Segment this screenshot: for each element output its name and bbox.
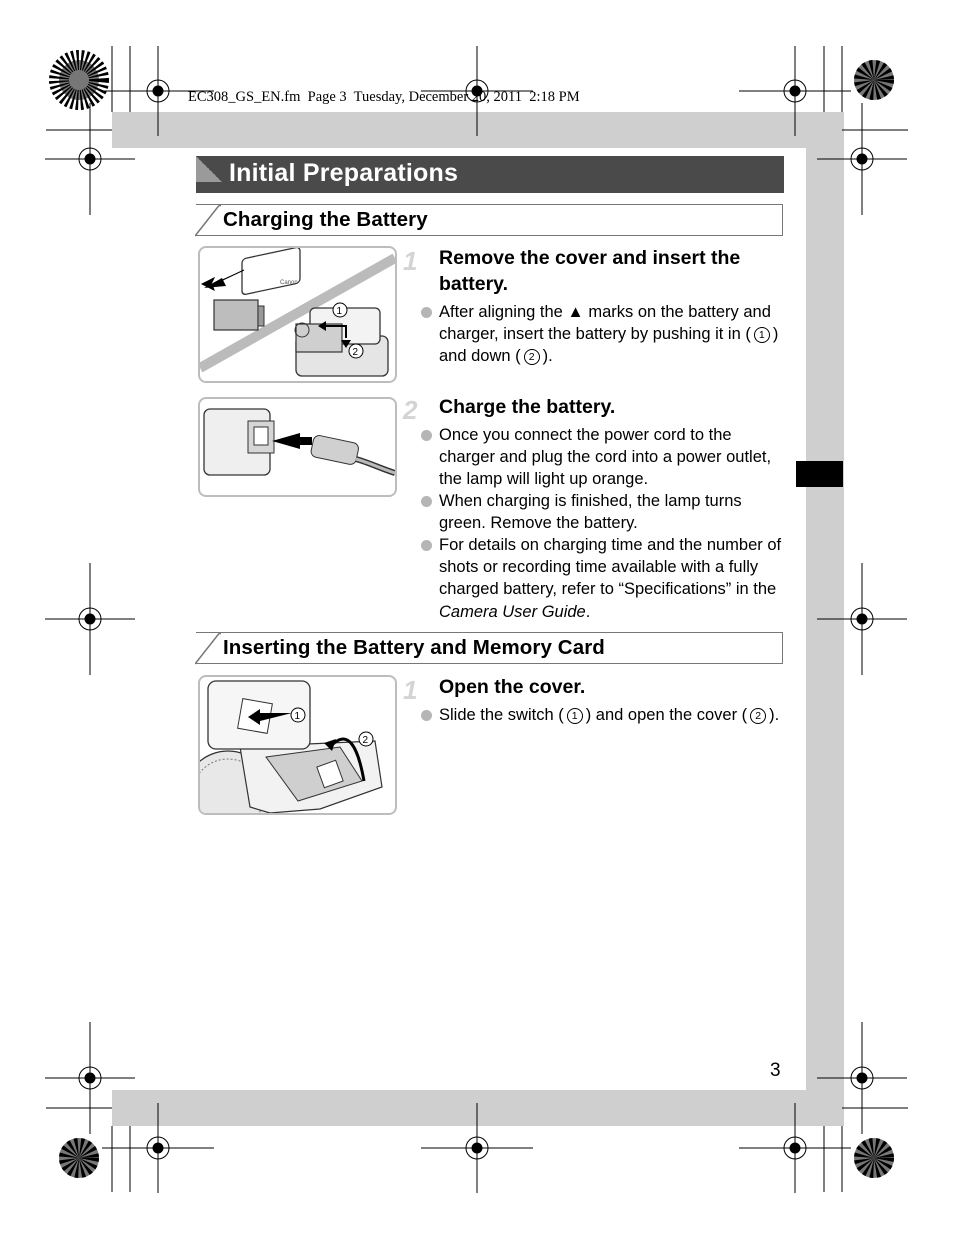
step-number: 1 xyxy=(403,246,418,276)
step-title: Remove the cover and insert the battery. xyxy=(439,247,741,295)
bullet-text: When charging is finished, the lamp turns green. Remove the battery. xyxy=(439,492,742,533)
bullet-dot-icon xyxy=(421,540,432,551)
step-number: 1 xyxy=(403,675,418,705)
bullet-text: For details on charging time and the number of shots or recording time available with a fully charged battery, refer to “Specifications” in the xyxy=(439,536,782,599)
step-number: 2 xyxy=(403,395,418,425)
bullet-text: ) and down ( xyxy=(439,325,779,366)
bullet-item xyxy=(421,490,783,534)
page-number: 3 xyxy=(770,1060,781,1081)
bullet-dot-icon xyxy=(421,710,432,721)
bullet-item xyxy=(421,424,783,491)
bullet-text: ) and open the cover ( xyxy=(585,706,748,724)
callout-2: 2 xyxy=(352,347,359,358)
bullet-text: After aligning the xyxy=(439,303,568,321)
page-title-bar xyxy=(196,156,784,193)
bullet-text: Once you connect the power cord to the charger and plug the cord into a power outlet, the lamp will light up orange. xyxy=(439,426,772,489)
circled-number-2-icon: 2 xyxy=(750,708,766,724)
bullet-item xyxy=(421,534,783,623)
triangle-mark-icon: ▲ xyxy=(567,303,584,321)
circled-number-1-icon: 1 xyxy=(567,708,583,724)
section-heading-inserting xyxy=(196,632,783,664)
step-title: Charge the battery. xyxy=(439,396,616,418)
title-corner-triangle xyxy=(196,156,222,182)
bullet-text: Slide the switch ( xyxy=(439,706,564,724)
open-cover-illustration xyxy=(198,675,397,815)
heading-diagonal-icon xyxy=(195,205,221,237)
section-heading-label: Charging the Battery xyxy=(223,208,428,231)
callout-1: 1 xyxy=(336,306,343,317)
circled-number-2-icon: 2 xyxy=(524,349,540,365)
print-header-line: EC308_GS_EN.fm Page 3 Tuesday, December 20, 2011 2:18 PM xyxy=(188,89,580,105)
bullet-item xyxy=(421,301,783,368)
svg-text:Canon: Canon xyxy=(280,280,298,286)
section-heading-label: Inserting the Battery and Memory Card xyxy=(223,636,605,659)
bullet-text: . xyxy=(585,602,591,621)
bullet-text: ). xyxy=(542,347,553,366)
page-title: Initial Preparations xyxy=(229,159,459,187)
bullet-dot-icon xyxy=(421,307,432,318)
heading-diagonal-icon xyxy=(195,633,221,665)
power-cord-illustration xyxy=(198,397,397,497)
bullet-dot-icon xyxy=(421,430,432,441)
callout-1: 1 xyxy=(294,711,301,722)
guide-title-emphasis: Camera User Guide xyxy=(439,602,586,621)
section-heading-charging xyxy=(196,204,783,236)
bullet-dot-icon xyxy=(421,496,432,507)
bullet-text: marks on the battery and charger, insert the battery by pushing it in ( xyxy=(439,303,771,344)
bullet-text: ). xyxy=(769,706,780,724)
bullet-item xyxy=(421,704,783,726)
step-title: Open the cover. xyxy=(439,676,586,698)
callout-2: 2 xyxy=(362,735,369,746)
circled-number-1-icon: 1 xyxy=(754,327,770,343)
battery-insert-illustration xyxy=(198,246,397,383)
